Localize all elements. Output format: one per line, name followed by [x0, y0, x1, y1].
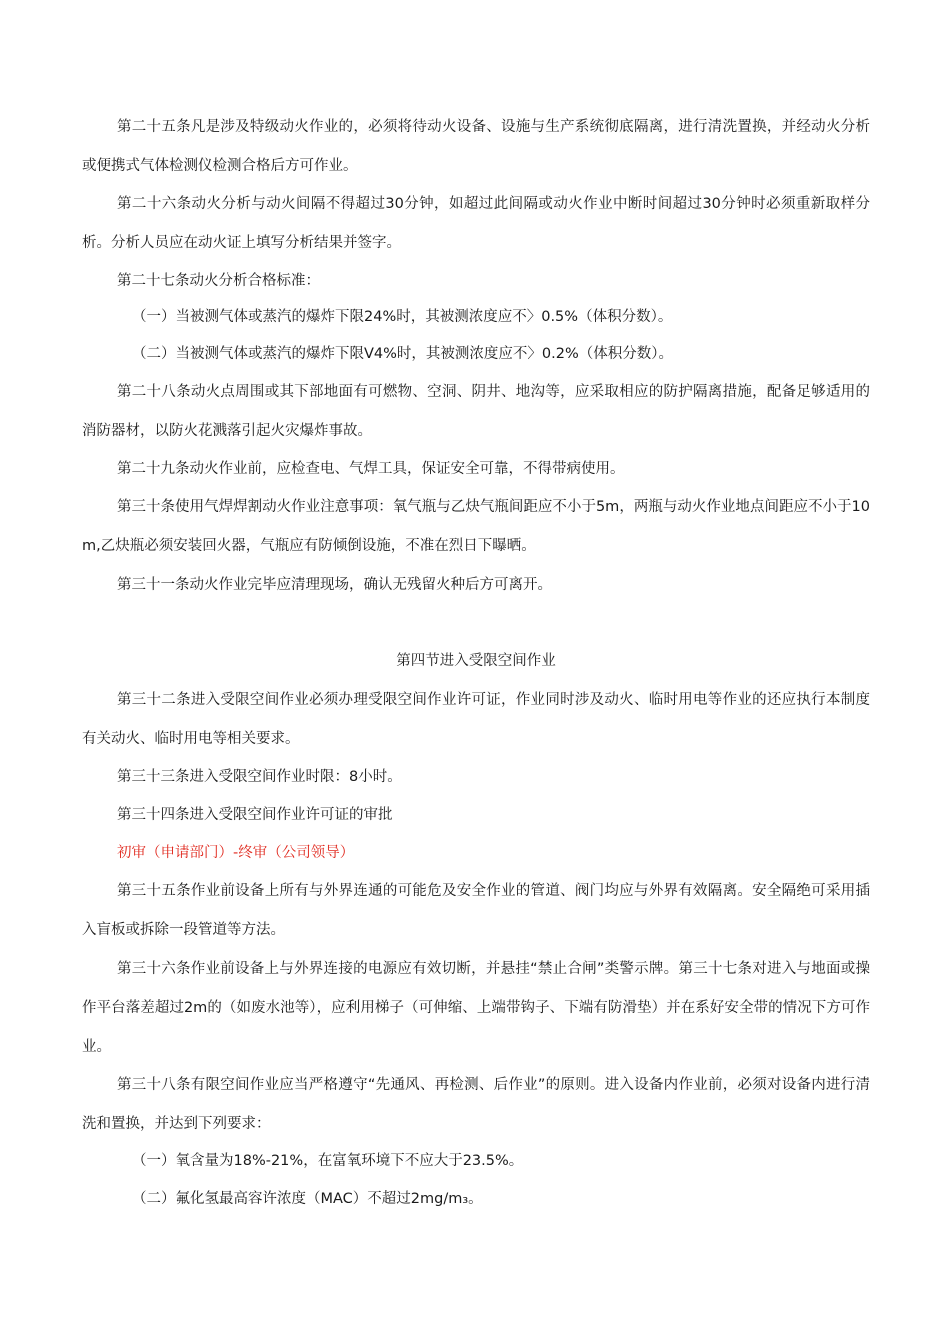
article-38-item-2: （二）氟化氢最高容许浓度（MAC）不超过2mg/m₃。 — [132, 1191, 483, 1207]
article-35: 第三十五条作业前设备上所有与外界连通的可能危及安全作业的管道、阀门均应与外界有效隔离。安全隔绝可采用插入盲板或拆除一段管道等方法。 — [82, 883, 870, 938]
article-33: 第三十三条进入受限空间作业时限：8小时。 — [117, 769, 402, 785]
article-26: 第二十六条动火分析与动火间隔不得超过30分钟，如超过此间隔或动火作业中断时间超过30分钟时必须重新取样分析。分析人员应在动火证上填写分析结果并签字。 — [82, 196, 870, 251]
article-32: 第三十二条进入受限空间作业必须办理受限空间作业许可证，作业同时涉及动火、临时用电等作业的还应执行本制度有关动火、临时用电等相关要求。 — [82, 692, 870, 747]
article-27: 第二十七条动火分析合格标准： — [117, 273, 320, 289]
article-30: 第三十条使用气焊焊割动火作业注意事项：氧气瓶与乙炔气瓶间距应不小于5m，两瓶与动火作业地点间距应不小于10m,乙炔瓶必须安装回火器，气瓶应有防倾倒设施，不准在烈日下曝晒。 — [82, 499, 870, 554]
article-28: 第二十八条动火点周围或其下部地面有可燃物、空洞、阴井、地沟等，应采取相应的防护隔离措施，配备足够适用的消防器材，以防火花溅落引起火灾爆炸事故。 — [82, 384, 870, 439]
article-29: 第二十九条动火作业前，应检查电、气焊工具，保证安全可靠，不得带病使用。 — [117, 461, 625, 477]
article-25: 第二十五条凡是涉及特级动火作业的，必须将待动火设备、设施与生产系统彻底隔离，进行清洗置换，并经动火分析或便携式气体检测仪检测合格后方可作业。 — [82, 119, 870, 174]
approval-flow: 初审（申请部门）-终审（公司领导） — [117, 845, 355, 861]
article-27-item-2: （二）当被测气体或蒸汽的爆炸下限V4%时，其被测浓度应不〉0.2%（体积分数）。 — [132, 346, 674, 362]
article-31: 第三十一条动火作业完毕应清理现场，确认无残留火种后方可离开。 — [117, 577, 552, 593]
article-36-37: 第三十六条作业前设备上与外界连接的电源应有效切断，并悬挂“禁止合闸”类警示牌。第三十七条对进入与地面或操作平台落差超过2m的（如废水池等），应利用梯子（可伸缩、上端带钩子、下端有防滑垫）并在系好安全带的情况下方可作业。 — [82, 961, 870, 1055]
article-34: 第三十四条进入受限空间作业许可证的审批 — [117, 807, 393, 823]
section-heading: 第四节进入受限空间作业 — [396, 653, 556, 669]
article-38: 第三十八条有限空间作业应当严格遵守“先通风、再检测、后作业”的原则。进入设备内作业前，必须对设备内进行清洗和置换，并达到下列要求： — [82, 1077, 870, 1132]
article-38-item-1: （一）氧含量为18%-21%，在富氧环境下不应大于23.5%。 — [132, 1153, 524, 1169]
article-27-item-1: （一）当被测气体或蒸汽的爆炸下限24%时，其被测浓度应不〉0.5%（体积分数）。 — [132, 309, 673, 325]
